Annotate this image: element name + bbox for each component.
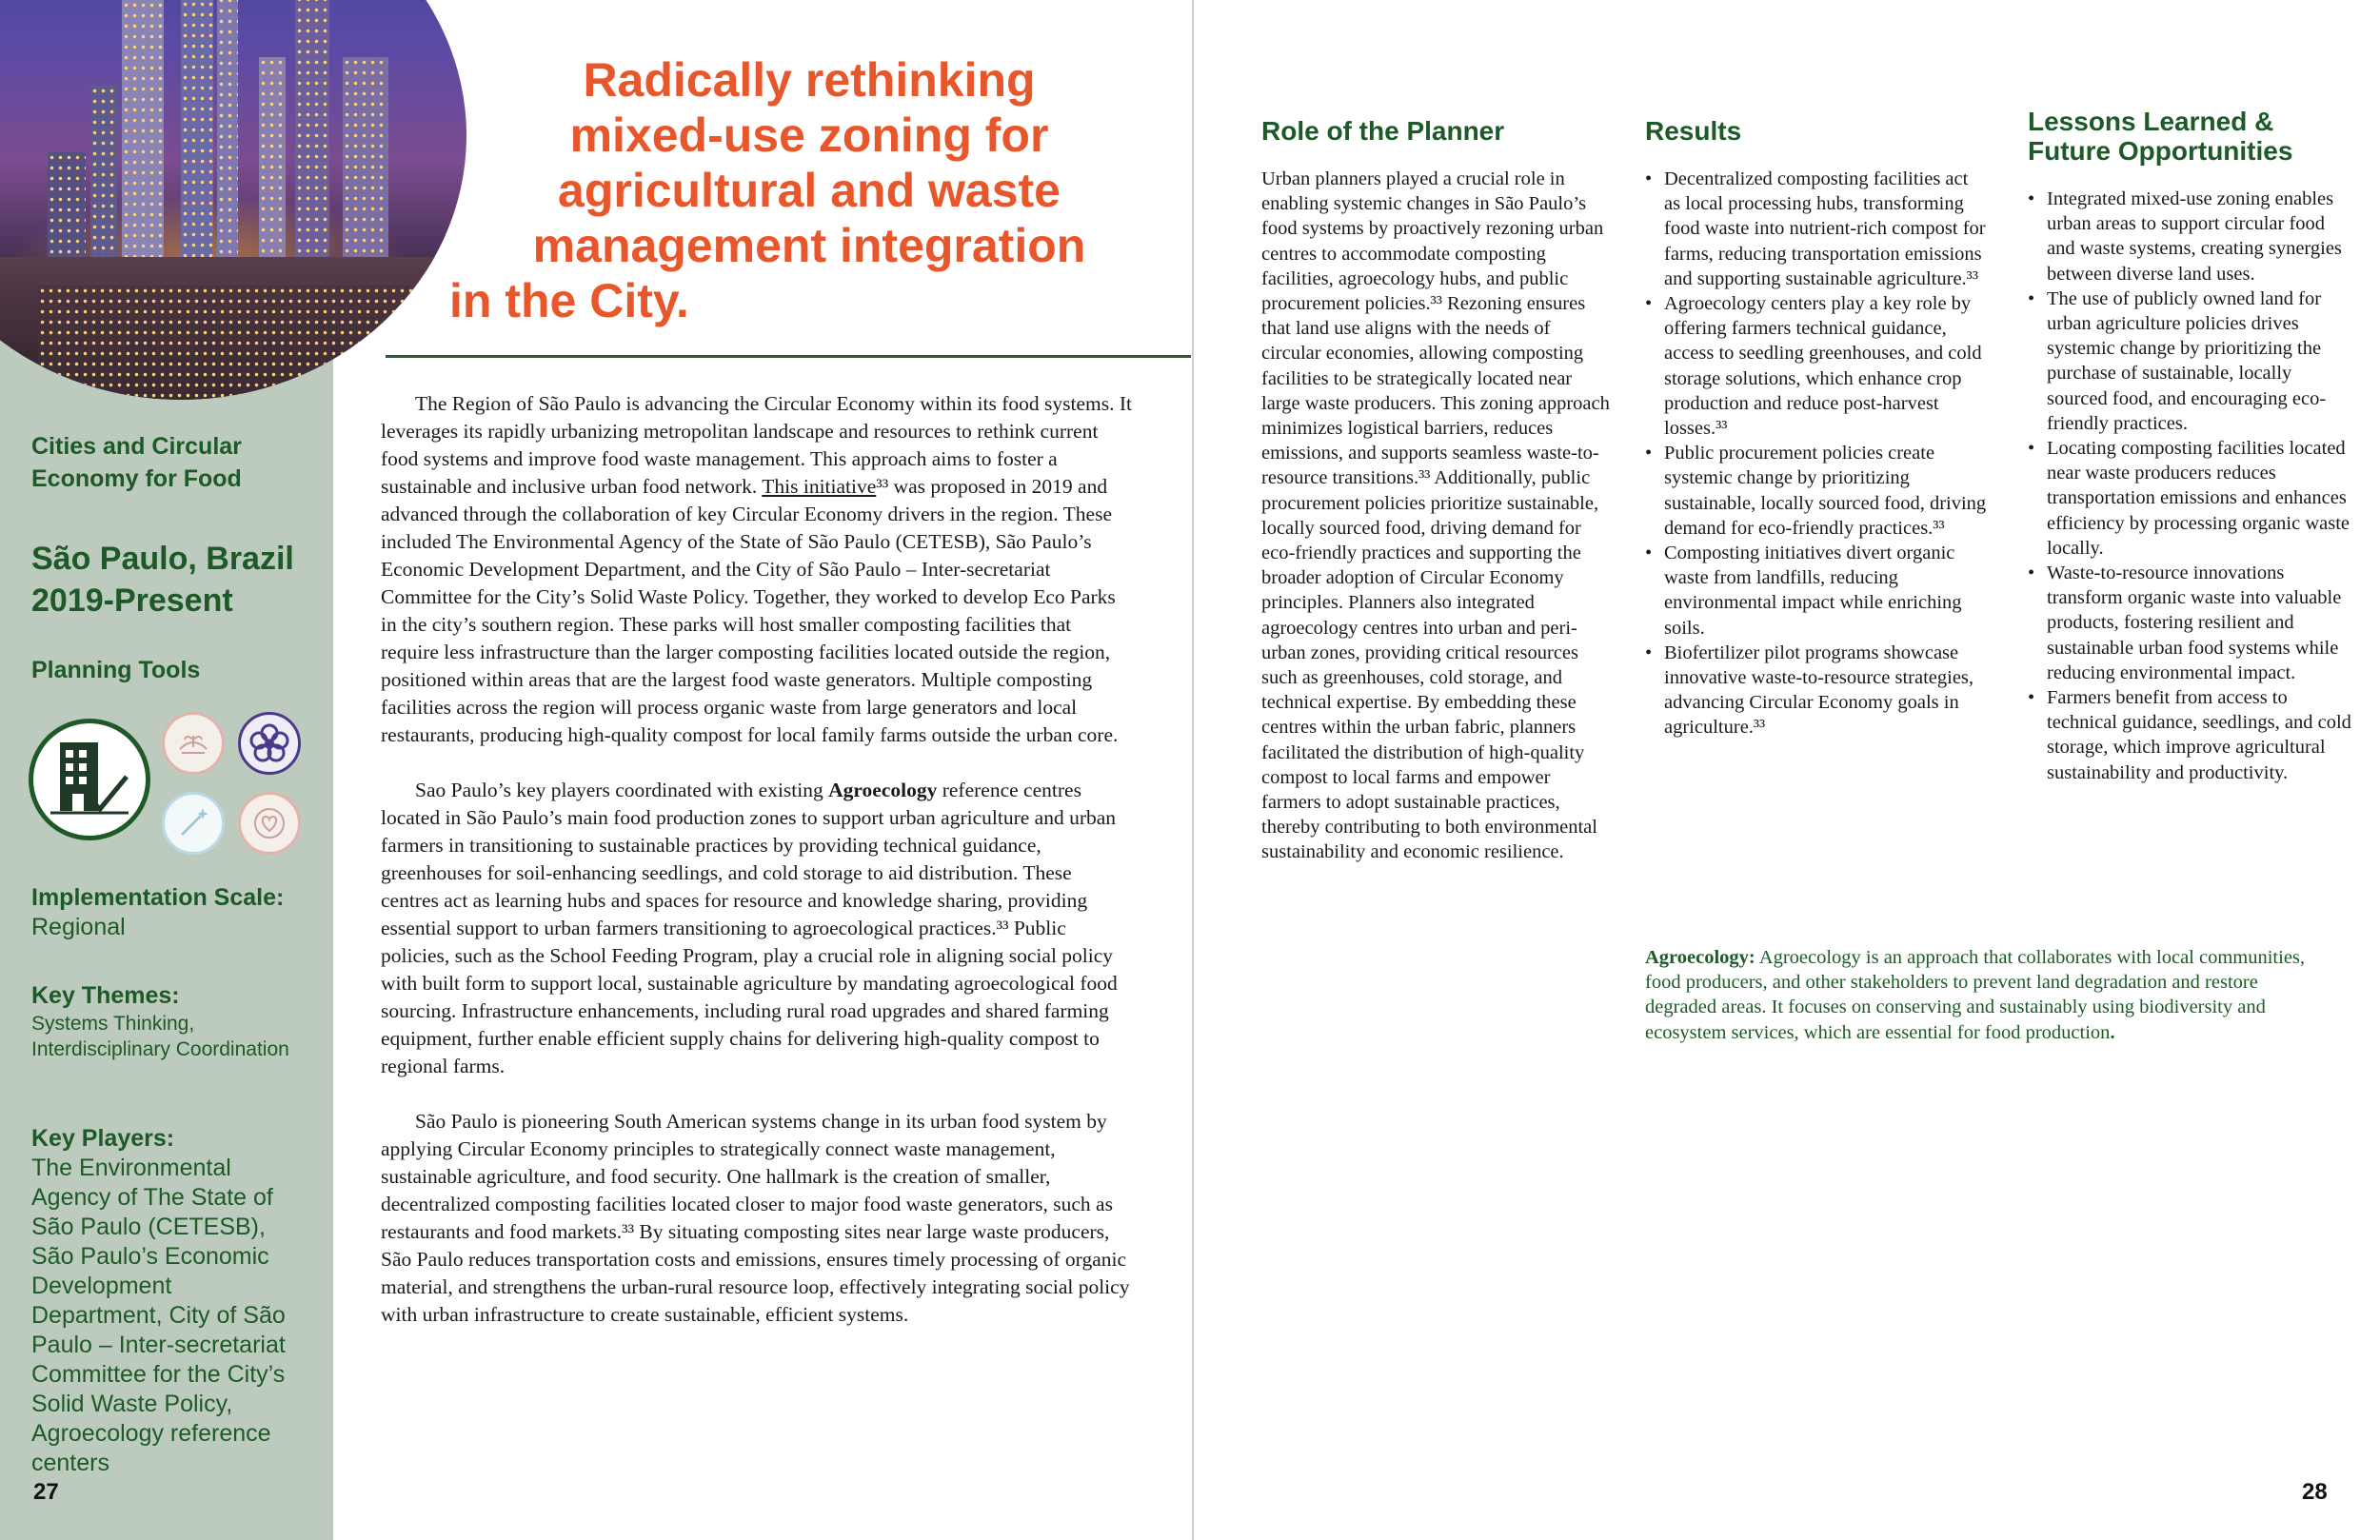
implementation-scale-heading: Implementation Scale:: [31, 884, 285, 911]
planning-tools-heading: Planning Tools: [31, 657, 201, 683]
title-divider: [386, 355, 1191, 358]
body-paragraph: The Region of São Paulo is advancing the Circular Economy within its food systems. It leverages its rapidly urbanizing metropolitan landscape and resources to rethink current food systems and improve food waste management. This approach aims to foster a sustainable and inclusive urban food network. This initiative³³ was proposed in 2019 and advanced through the collaboration of key Circular Economy drivers in the region. These included The Environmental Agency of the State of São Paulo (CETESB), São Paulo’s Economic Development Department, and the City of São Paulo – Inter-secretariat Committee for the City’s Solid Waste Policy. Together, they worked to develop Eco Parks in the city’s southern region. These parks will host smaller composting facilities that require less infrastructure than the larger composting facilities located outside the region, positioned within areas that are the largest food waste generators. Multiple composting facilities across the region will process organic waste from large generators and local restaurants, producing high-quality compost for local family farms outside the urban core.: [381, 392, 1132, 746]
key-themes: [31, 980, 317, 1062]
title-line: Radically rethinking: [583, 53, 1036, 107]
title-line: management integration: [532, 219, 1086, 272]
wand-icon: [162, 792, 225, 855]
role-of-planner-text: Urban planners played a crucial role in enabling systemic changes in São Paulo’s food systems by proactively rezoning urban centres to accommodate composting facilities, agroecology hubs, and public procurement policies.³³ Rezoning ensures that land use aligns with the needs of circular economies, allowing composting facilities to be strategically located near large waste producers. This zoning approach minimizes logistical barriers, reduces emissions, and supports seamless waste-to-resource transitions.³³ Additionally, public procurement policies prioritize sustainable, locally sourced food, driving demand for eco-friendly practices and supporting the broader adoption of Circular Economy principles. Planners also integrated agroecology centres into urban and peri-urban zones, providing critical resources such as greenhouses, cold storage, and technical expertise. By embedding these centres within the urban fabric, planners facilitated the distribution of high-quality compost to local farms and empower farmers to adopt sustainable practices, thereby contributing to both environmental sustainability and economic resilience.: [1261, 168, 1610, 863]
flower-icon: [238, 712, 301, 775]
initiative-link[interactable]: This initiative: [762, 475, 877, 498]
building-checkmark-icon: [29, 719, 150, 840]
page-number-right: 28: [2302, 1479, 2328, 1505]
title-line: in the City.: [449, 274, 689, 327]
lessons-learned-heading: Lessons Learned & Future Opportunities: [2028, 107, 2293, 166]
case-location: São Paulo, Brazil: [31, 541, 294, 577]
key-players-heading: Key Players:: [31, 1125, 175, 1152]
title-line: mixed-use zoning for: [569, 109, 1049, 162]
list-item: • Agroecology centers play a key role by offering farmers technical guidance, access to seedling greenhouses, and cold storage solutions, which enhance crop production and reduce post-harvest losses.³³: [1645, 291, 1988, 441]
case-dates: 2019-Present: [31, 582, 233, 619]
agroecology-term: Agroecology: [828, 779, 938, 801]
implementation-scale: [31, 882, 317, 942]
key-themes-value: Systems Thinking, Interdisciplinary Coordination: [31, 1013, 289, 1060]
list-item: • Decentralized composting facilities act as local processing hubs, transforming food waste into nutrient-rich compost for farms, reducing transportation emissions and supporting sustainable agriculture.³³: [1645, 167, 1988, 291]
definition-text: Agroecology is an approach that collaborates with local communities, food producers, and other stakeholders to prevent land degradation and restore degraded areas. It focuses on conserving and sustainably using biodiversity and ecosystem services, which are essential for food production: [1645, 947, 2306, 1043]
role-of-planner-heading: Role of the Planner: [1261, 116, 1505, 146]
city-skyline-photo: [0, 0, 466, 400]
list-item: • Composting initiatives divert organic waste from landfills, reducing environmental impact while enriching soils.: [1645, 541, 1988, 641]
sidebar-panel: [0, 0, 333, 1540]
list-item: • The use of publicly owned land for urban agriculture policies drives systemic change by prioritizing the purchase of sustainable, locally sourced food, and encouraging eco-friendly practices.: [2028, 286, 2351, 436]
title-line: agricultural and waste: [558, 164, 1061, 217]
list-item: • Waste-to-resource innovations transform organic waste into valuable products, fostering resilient and sustainable urban food systems while reducing environmental impact.: [2028, 561, 2351, 685]
list-item: • Public procurement policies create systemic change by prioritizing sustainable, locally sourced food, driving demand for eco-friendly practices.³³: [1645, 441, 1988, 541]
agroecology-definition: Agroecology: Agroecology is an approach that collaborates with local communities, food producers, and other stakeholders to prevent land degradation and restore degraded areas. It focuses on conserving and sustainably using biodiversity and ecosystem services, which are essential for food production.: [1645, 947, 2306, 1043]
series-title: Cities and Circular Economy for Food: [31, 433, 242, 492]
page-title: [438, 52, 1180, 328]
key-players-value: The Environmental Agency of The State of São Paulo (CETESB), São Paulo’s Economic Development Department, City of São Paulo – Inter-secretariat Committee for the City’s Solid Waste Policy, Agroecology reference centers: [31, 1155, 286, 1476]
sprout-icon: [162, 712, 225, 775]
body-paragraph: São Paulo is pioneering South American systems change in its urban food system by applying Circular Economy principles to strategically connect waste management, sustainable agriculture, and food security. One hallmark is the creation of smaller, decentralized composting facilities located closer to major food waste generators, such as restaurants and food markets.³³ By situating composting sites near large waste producers, São Paulo reduces transportation costs and emissions, ensures timely processing of organic material, and strengthens the urban-rural resource loop, effectively integrating social policy with urban infrastructure to create sustainable, efficient systems.: [381, 1110, 1130, 1326]
list-item: • Biofertilizer pilot programs showcase innovative waste-to-resource strategies, advancing Circular Economy goals in agriculture.³³: [1645, 641, 1988, 740]
heart-icon: [238, 792, 301, 855]
lessons-learned-list: [2028, 187, 2351, 785]
list-item: • Integrated mixed-use zoning enables urban areas to support circular food and waste systems, creating synergies between diverse land uses.: [2028, 187, 2351, 286]
page-divider: [1192, 0, 1194, 1540]
list-item: • Locating composting facilities located near waste producers reduces transportation emissions and enhances efficiency by processing organic waste locally.: [2028, 436, 2351, 561]
case-study-title: [31, 538, 317, 622]
definition-term: Agroecology:: [1645, 947, 1755, 968]
key-players: [31, 1123, 307, 1478]
results-list: [1645, 167, 1988, 740]
list-item: • Farmers benefit from access to technical guidance, seedlings, and cold storage, which improve agricultural sustainability and productivity.: [2028, 685, 2351, 785]
implementation-scale-value: Regional: [31, 914, 126, 940]
key-themes-heading: Key Themes:: [31, 982, 180, 1009]
results-heading: Results: [1645, 116, 1742, 146]
page-number-left: 27: [33, 1479, 59, 1505]
body-paragraph: Sao Paulo’s key players coordinated with existing Agroecology reference centres located in São Paulo’s main food production zones to support urban agriculture and urban farmers in transitioning to sustainable practices by providing technical guidance, greenhouses for soil-enhancing seedlings, and cold storage to aid distribution. These centres act as learning hubs and spaces for resource and knowledge sharing, providing essential support to urban farmers transitioning to agroecological practices.³³ Public policies, such as the School Feeding Program, play a crucial role in aligning social policy with built form to support local, sustainable agriculture by mandating agroecological food sourcing. Infrastructure enhancements, including rural road upgrades and shared farming equipment, further enable efficient supply chains for delivering high-quality compost to regional farms.: [381, 779, 1118, 1077]
body-text: [381, 390, 1133, 1356]
